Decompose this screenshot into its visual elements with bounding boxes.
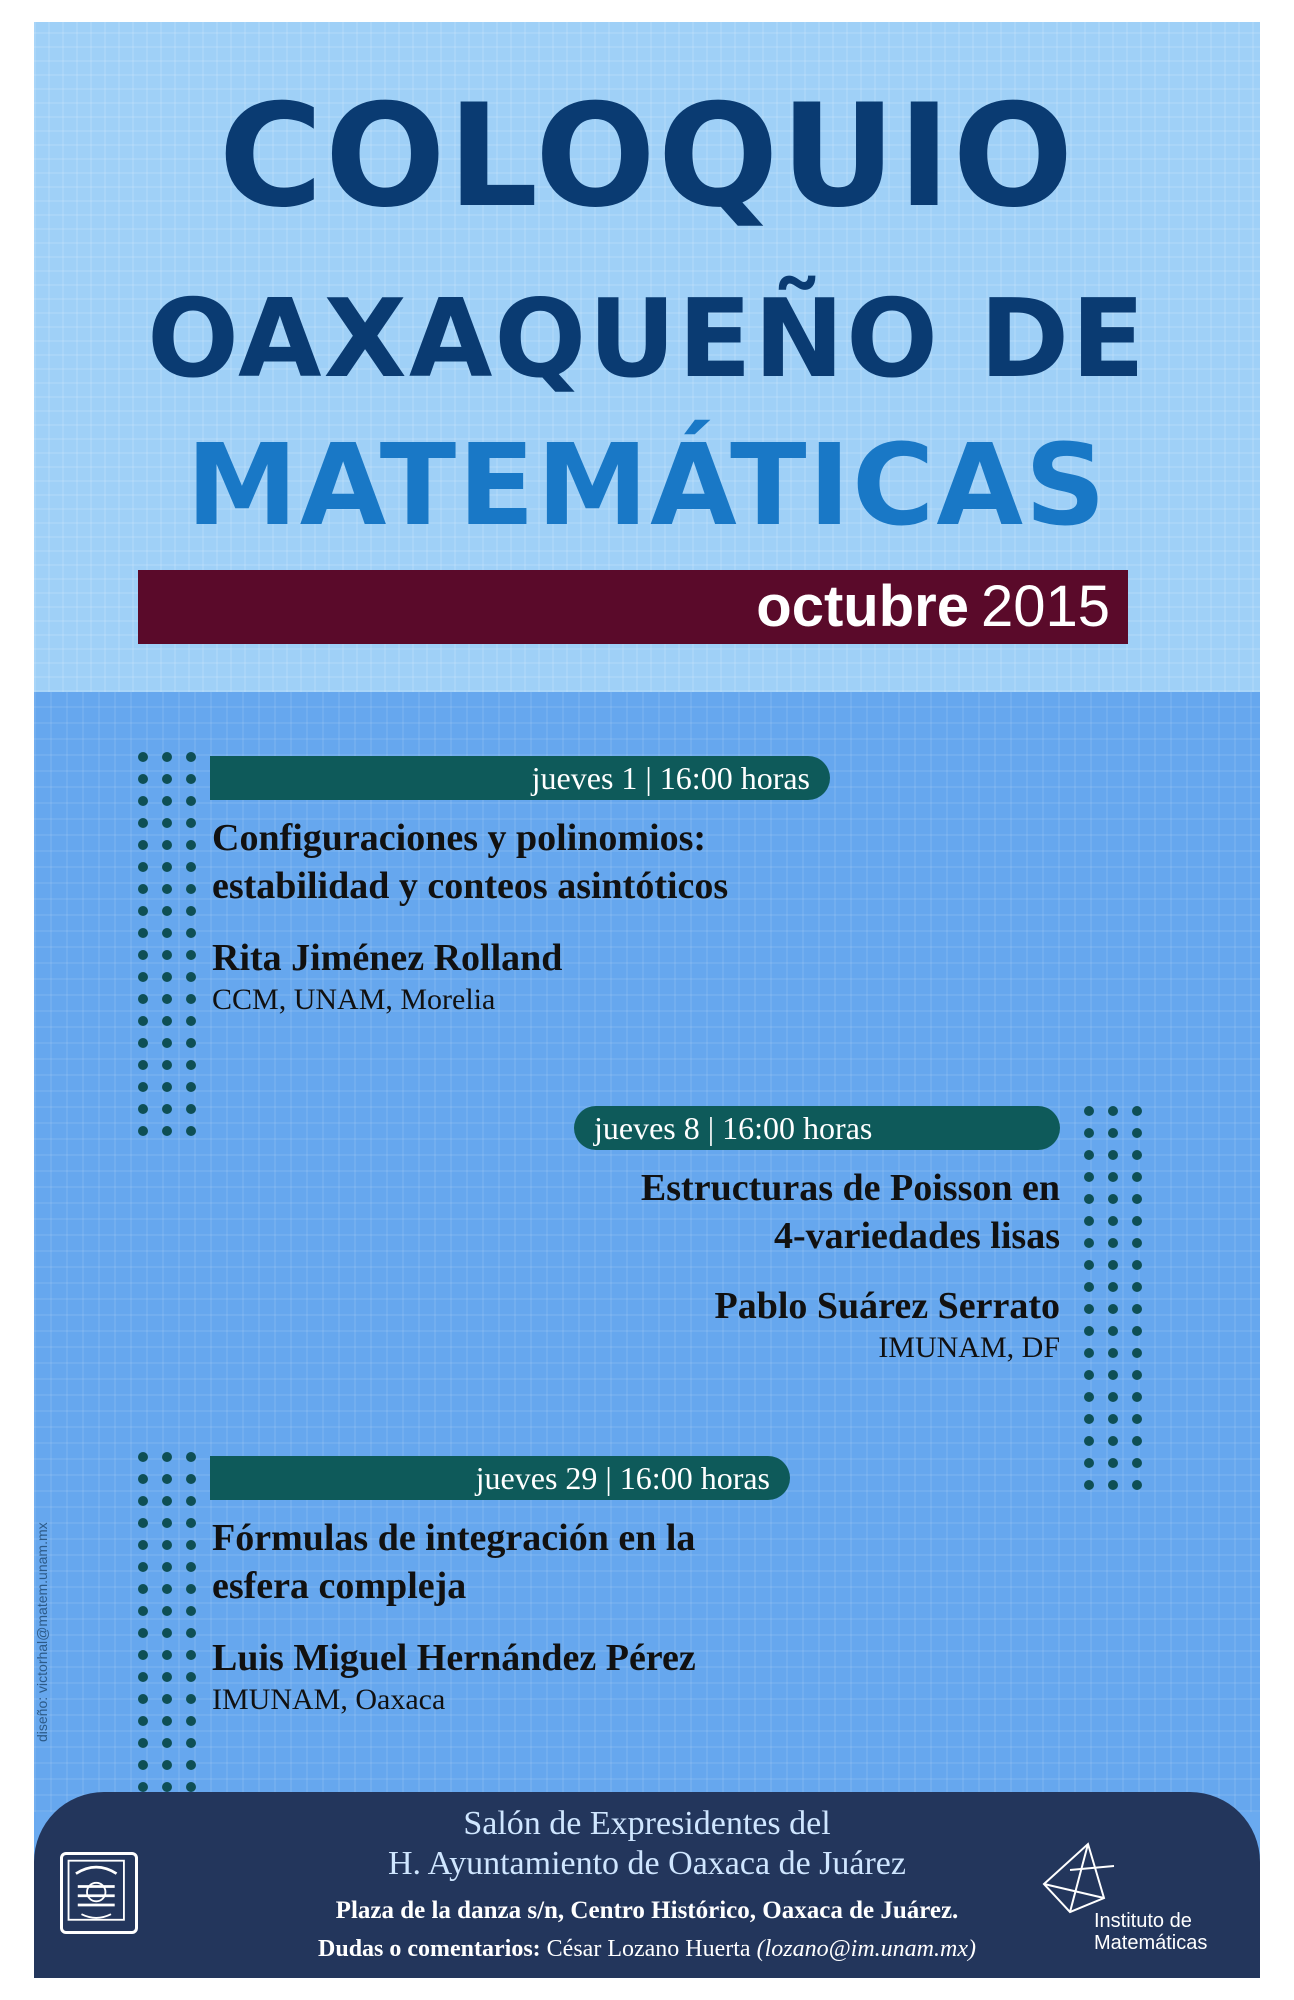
venue-line-2: H. Ayuntamiento de Oaxaca de Juárez <box>387 1845 906 1882</box>
talk-2-affiliation: IMUNAM, DF <box>878 1331 1060 1364</box>
talk-2-date: jueves 8 | 16:00 horas <box>574 1106 1060 1150</box>
contact-label: Dudas o comentarios: <box>318 1936 541 1962</box>
contact-email: (lozano@im.unam.mx) <box>756 1936 976 1962</box>
footer <box>34 1792 1260 1978</box>
title-line-3: MATEMÁTICAS <box>186 421 1108 551</box>
title-line-1: COLOQUIO <box>218 74 1076 239</box>
talk-3-speaker: Luis Miguel Hernández Pérez <box>212 1637 696 1679</box>
dots-decoration <box>138 752 196 1136</box>
talk-1-speaker: Rita Jiménez Rolland <box>212 937 563 979</box>
instituto-matematicas-icon <box>1034 1840 1234 1970</box>
unam-seal-icon <box>60 1852 138 1934</box>
poster <box>34 22 1260 1978</box>
title-line-2: OAXAQUEÑO DE <box>147 277 1147 402</box>
talk-1-title-line-1: Configuraciones y polinomios: <box>212 817 707 859</box>
talk-3-title-line-1: Fórmulas de integración en la <box>212 1517 696 1559</box>
talk-3-affiliation: IMUNAM, Oaxaca <box>212 1683 446 1716</box>
design-credit: diseño: victorhal@matem.unam.mx <box>34 1522 50 1742</box>
address: Plaza de la danza s/n, Centro Histórico, Oaxaca de Juárez. <box>335 1897 959 1924</box>
im-logo-line-2: Matemáticas <box>1094 1932 1208 1954</box>
venue-line-1: Salón de Expresidentes del <box>463 1805 831 1842</box>
talk-3-date: jueves 29 | 16:00 horas <box>210 1456 790 1500</box>
talk-1-title-line-2: estabilidad y conteos asintóticos <box>212 865 729 907</box>
talk-1-affiliation: CCM, UNAM, Morelia <box>212 983 496 1016</box>
date-month: octubre <box>756 574 969 639</box>
im-logo-text <box>1094 1910 1207 1954</box>
dots-decoration <box>138 1452 196 1836</box>
date-bar <box>138 570 1128 644</box>
date-year: 2015 <box>980 574 1110 639</box>
im-logo-line-1: Instituto de <box>1094 1910 1192 1932</box>
talk-2-title-line-2: 4-variedades lisas <box>773 1215 1060 1257</box>
talk-3-title-line-2: esfera compleja <box>212 1565 467 1607</box>
dots-decoration <box>1084 1106 1142 1490</box>
talk-2-title-line-1: Estructuras de Poisson en <box>640 1167 1060 1209</box>
talk-1-date: jueves 1 | 16:00 horas <box>210 756 830 800</box>
contact-name: César Lozano Huerta <box>546 1936 751 1962</box>
talk-2-speaker: Pablo Suárez Serrato <box>714 1285 1060 1327</box>
